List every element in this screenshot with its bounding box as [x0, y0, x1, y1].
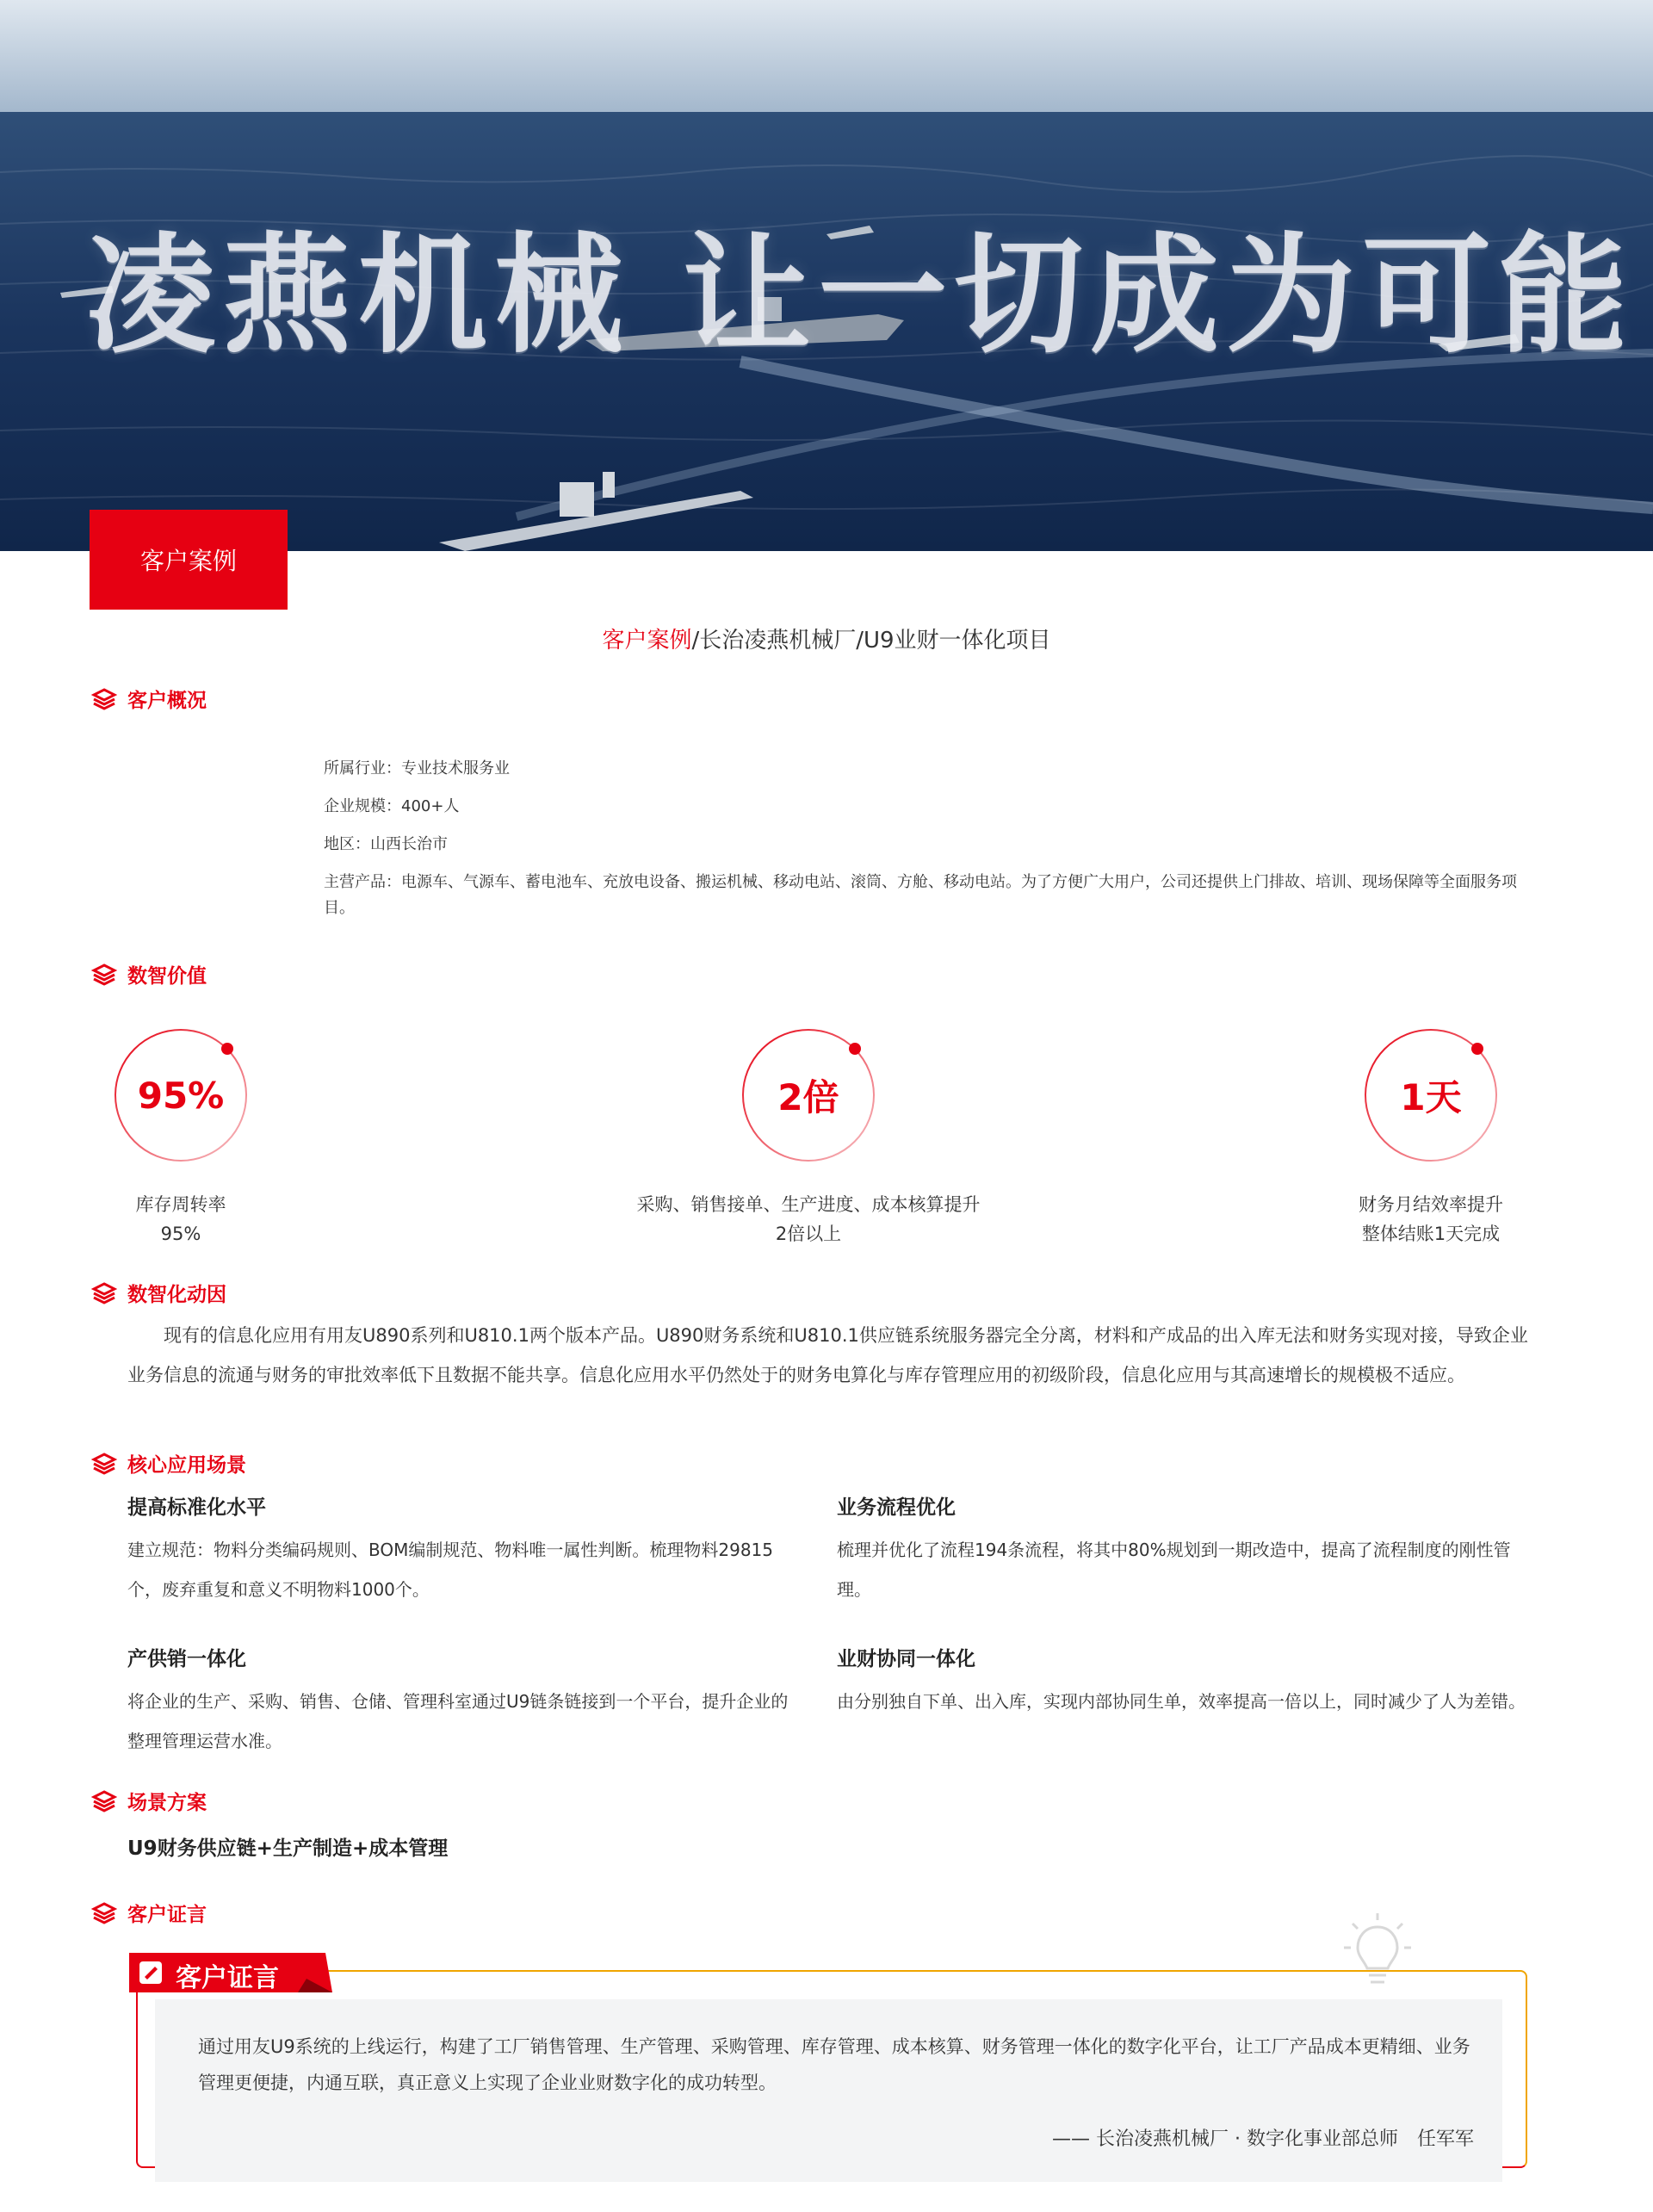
document-icon	[139, 1961, 162, 1984]
scenario-text: 将企业的生产、采购、销售、仓储、管理科室通过U9链条链接到一个平台，提升企业的整理管理运营水准。	[127, 1691, 789, 1751]
section-title-overview: 客户概况	[127, 690, 207, 712]
stat-caption	[1250, 1190, 1612, 1249]
scenario-text: 梳理并优化了流程194条流程，将其中80%规划到一期改造中，提高了流程制度的刚性管理。	[837, 1540, 1511, 1600]
stat-caption	[628, 1190, 989, 1249]
stat-value: 95%	[137, 1074, 225, 1117]
testimonial-badge-label: 客户证言	[176, 1963, 279, 1993]
stat-value: 2倍	[777, 1076, 839, 1118]
scenario-card	[837, 1491, 1526, 1609]
section-title-testimonial: 客户证言	[127, 1904, 207, 1926]
stat-efficiency	[628, 1026, 989, 1249]
scenario-title: 提高标准化水平	[127, 1496, 266, 1519]
breadcrumb-current: 长治凌燕机械厂/U9业财一体化项目	[699, 628, 1051, 654]
stat-caption-line: 2倍以上	[775, 1224, 842, 1244]
scenario-card	[127, 1643, 790, 1761]
section-header-overview	[91, 685, 207, 713]
testimonial-text: 通过用友U9系统的上线运行，构建了工厂销售管理、生产管理、采购管理、库存管理、成本核算、财务管理一体化的数字化平台，让工厂产品成本更精细、业务管理更便捷，内通互联，真正意义上实现了企业业财数字化的成功转型。	[198, 2036, 1470, 2093]
stat-caption-line: 95%	[160, 1224, 201, 1244]
stat-circle	[1362, 1026, 1500, 1164]
overview-products: 主营产品：电源车、气源车、蓄电池车、充放电设备、搬运机械、移动电站、滚筒、方舱、移动电站。为了方便广大用户，公司还提供上门排故、培训、现场保障等全面服务项目。	[324, 873, 1517, 917]
stat-caption-line: 采购、销售接单、生产进度、成本核算提升	[636, 1194, 981, 1215]
breadcrumb-separator: /	[691, 628, 700, 654]
stat-circle	[112, 1026, 250, 1164]
stat-inventory	[0, 1026, 362, 1249]
stat-caption-line: 库存周转率	[135, 1194, 226, 1215]
layers-icon	[91, 1281, 117, 1305]
stat-caption	[0, 1190, 362, 1249]
section-header-testimonial	[91, 1899, 207, 1927]
section-header-value	[91, 960, 207, 988]
stat-closing	[1250, 1026, 1612, 1249]
testimonial-author: —— 长治凌燕机械厂 · 数字化事业部总师 任军军	[1052, 2128, 1474, 2150]
solution-text: U9财务供应链+生产制造+成本管理	[127, 1837, 449, 1860]
section-header-motivation	[91, 1279, 226, 1307]
section-title-motivation: 数智化动因	[127, 1284, 226, 1306]
layers-icon	[91, 687, 117, 711]
overview-region: 地区：山西长治市	[324, 835, 448, 853]
overview-industry: 所属行业：专业技术服务业	[324, 759, 510, 778]
scenario-text: 建立规范：物料分类编码规则、BOM编制规范、物料唯一属性判断。梳理物料29815个，废弃重复和意义不明物料1000个。	[127, 1540, 773, 1600]
overview-scale: 企业规模：400+人	[324, 797, 460, 815]
section-header-scenarios	[91, 1449, 246, 1478]
hero-title: 凌燕机械 让一切成为可能	[86, 221, 1635, 371]
section-header-solution	[91, 1787, 207, 1815]
stat-caption-line: 整体结账1天完成	[1361, 1224, 1501, 1244]
motivation-text: 现有的信息化应用有用友U890系列和U810.1两个版本产品。U890财务系统和U810.1供应链系统服务器完全分离，材料和产成品的出入库无法和财务实现对接，导致企业业务信息的流通与财务的审批效率低下且数据不能共享。信息化应用水平仍然处于的财务电算化与库存管理应用的初级阶段，信息化应用与其高速增长的规模极不适应。	[127, 1325, 1528, 1385]
hero-banner	[0, 0, 1653, 551]
scenario-title: 产供销一体化	[127, 1648, 246, 1670]
section-title-value: 数智价值	[127, 965, 207, 988]
layers-icon	[91, 1452, 117, 1476]
customer-case-tab[interactable]: 客户案例	[90, 510, 288, 610]
layers-icon	[91, 1789, 117, 1813]
overview-details	[324, 756, 1529, 933]
scenario-title: 业财协同一体化	[837, 1648, 975, 1670]
scenario-text: 由分别独自下单、出入库，实现内部协同生单，效率提高一倍以上，同时减少了人为差错。	[837, 1691, 1526, 1712]
layers-icon	[91, 963, 117, 987]
layers-icon	[91, 1901, 117, 1925]
breadcrumb-root-link[interactable]: 客户案例	[602, 628, 692, 654]
stat-caption-line: 财务月结效率提升	[1359, 1194, 1503, 1215]
scenario-title: 业务流程优化	[837, 1496, 956, 1519]
breadcrumb	[0, 623, 1653, 654]
scenario-card	[837, 1643, 1526, 1721]
scenario-card	[127, 1491, 790, 1609]
stat-value: 1天	[1400, 1076, 1462, 1118]
stat-circle	[740, 1026, 877, 1164]
section-title-solution: 场景方案	[127, 1792, 207, 1814]
section-title-scenarios: 核心应用场景	[127, 1454, 246, 1477]
